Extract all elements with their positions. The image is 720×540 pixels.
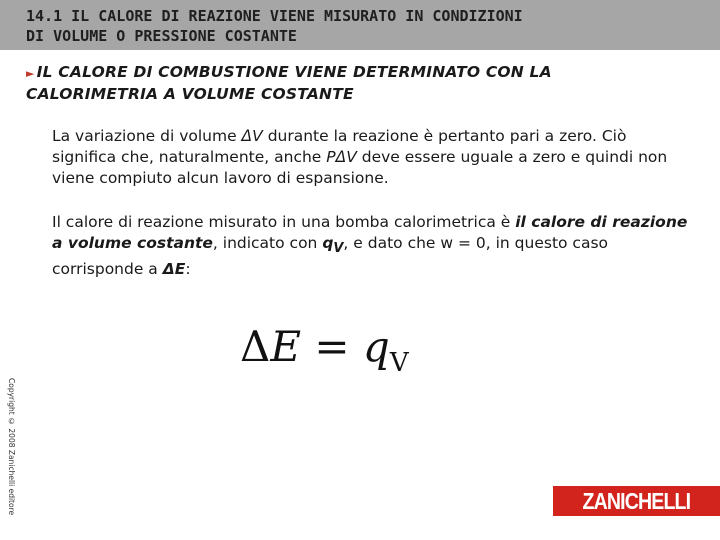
p-delta-v-term: PΔV [326, 148, 357, 166]
q-symbol: q [322, 234, 334, 252]
paragraph-bomb-calorimeter [52, 212, 692, 280]
publisher-logo-text: ZANICHELLI [582, 487, 691, 514]
bullet-arrow-icon: ► [26, 67, 35, 80]
subtitle-line2: CALORIMETRIA A VOLUME COSTANTE [26, 85, 354, 103]
delta-v-term: ΔV [241, 127, 263, 145]
paragraph1-text-a: La variazione di volume [52, 127, 242, 145]
copyright-notice: Copyright © 2008 Zanichelli editore [7, 378, 16, 516]
subtitle-line1: IL CALORE DI COMBUSTIONE VIENE DETERMINATO CON LA [36, 63, 552, 81]
paragraph1-text-b: durante la reazione è pertanto pari a zero. Ciò significa che, naturalmente, anche [52, 127, 627, 166]
paragraph2-text-c: , e dato che w = 0, in questo caso corrisponde a [52, 234, 609, 279]
delta-e-term: ΔE [162, 260, 186, 279]
paragraph2-text-b: , indicato con [212, 234, 323, 252]
paragraph2-text-d: : [185, 260, 191, 279]
equation-subscript-v: V [389, 348, 409, 378]
slide-title-line1: 14.1 IL CALORE DI REAZIONE VIENE MISURATO IN CONDIZIONI [26, 7, 523, 25]
constant-volume-heat-term: il calore di reazione a volume costante [52, 213, 688, 252]
equation-equals: = [301, 322, 363, 371]
publisher-logo [553, 486, 720, 516]
equation-delta-e-equals-qv [240, 322, 409, 378]
equation-q: q [362, 322, 390, 371]
slide-title-line2: DI VOLUME O PRESSIONE COSTANTE [26, 27, 297, 45]
paragraph1-text-c: deve essere uguale a zero e quindi non viene compiuto alcun lavoro di espansione. [52, 148, 668, 187]
paragraph2-text-a: Il calore di reazione misurato in una bomba calorimetrica è [52, 213, 516, 231]
q-subscript: V [333, 241, 344, 257]
header-bar [0, 0, 720, 50]
equation-delta: Δ [240, 322, 271, 371]
paragraph-volume-change [52, 126, 692, 189]
equation-e: E [270, 322, 302, 371]
slide-title [26, 6, 706, 46]
section-subtitle [26, 62, 706, 105]
